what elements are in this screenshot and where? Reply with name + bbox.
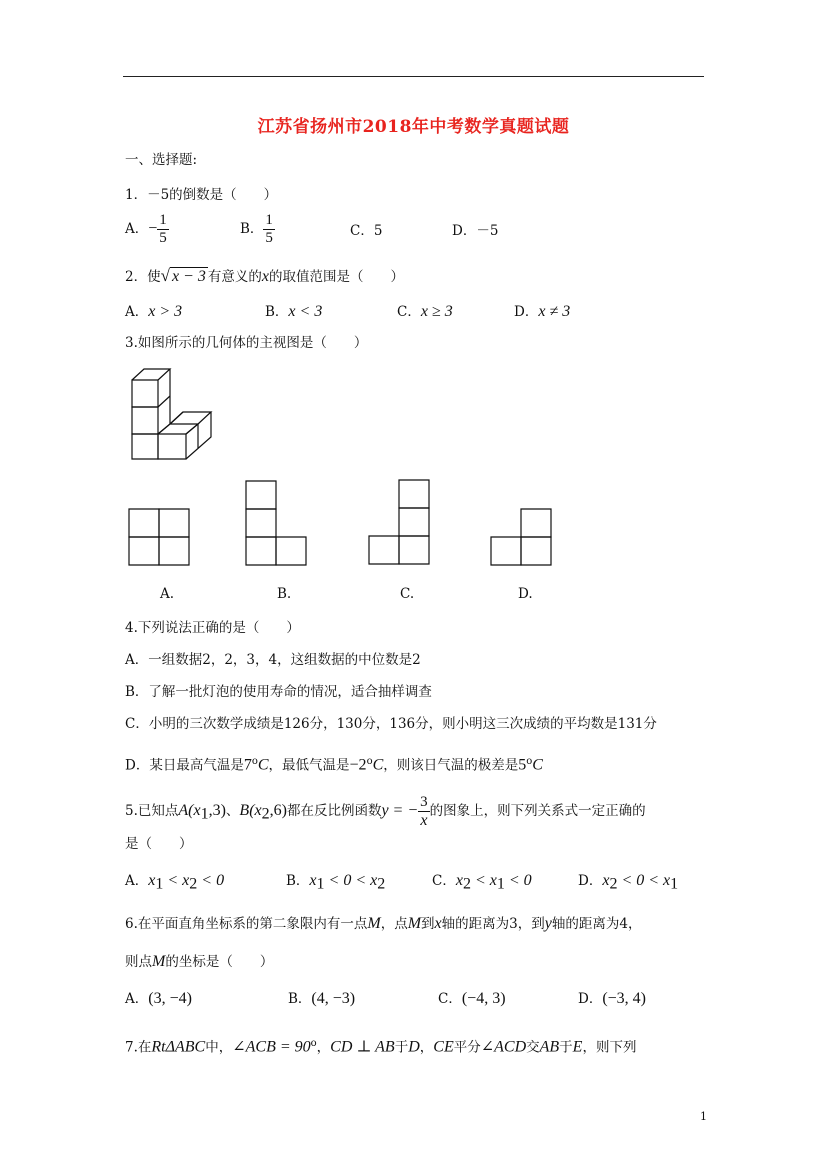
q3-option-c-figure[interactable] [368,479,432,567]
q1-option-c[interactable]: C．5 [350,223,383,239]
q2-option-b[interactable]: B．x < 3 [265,303,323,320]
q3-option-b-figure[interactable] [245,480,309,568]
q3-option-c-label[interactable]: C. [400,586,415,602]
q4-option-a[interactable]: A．一组数据2，2，3，4，这组数据的中位数是2 [125,652,421,668]
q4-option-d[interactable]: D．某日最高气温是7$^o$C，最低气温是$-2^oC$，则该日气温的极差是5$^o$C [125,756,543,774]
question-5-stem: 5.已知点$A(x_1,3)$、$B(x_2,6)$都在反比例函数y = − $\frac{3}{x}$ 的图象上，则下列关系式一定正确的 [125,794,646,829]
question-6-stem: 6.在平面直角坐标系的第二象限内有一点M，点M到x轴的距离为3，到y轴的距离为4， [125,915,642,932]
q3-option-d-figure[interactable] [490,508,554,568]
q5-function-fraction: $\frac{3}{x}$ [420,794,428,829]
q5-option-b[interactable]: B．$x_1 < 0 < x_2$ [286,872,386,893]
question-1-stem: 1．－5的倒数是（ ） [125,187,278,203]
q6-option-b[interactable]: B．(4, −3) [288,990,356,1007]
q1-option-b[interactable]: B． $\frac{1}{5}$ [240,212,273,246]
q6-option-a[interactable]: A．(3, −4) [125,990,192,1007]
q4-option-c[interactable]: C．小明的三次数学成绩是126分，130分，136分，则小明这三次成绩的平均数是131分 [125,716,657,732]
question-7-stem: 7.在RtΔABC中，∠ACB = $90^o$，CD ⊥ AB于D，CE平分∠ACD交AB于E，则下列 [125,1038,637,1056]
q5-option-c[interactable]: C．$x_2 < x_1 < 0$ [432,872,532,893]
q3-option-a-label[interactable]: A. [160,586,175,602]
q6-option-d[interactable]: D．(−3, 4) [578,990,647,1007]
q3-option-d-label[interactable]: D. [518,586,533,602]
solid-figure-diagram [128,366,218,461]
page-title: 江苏省扬州市2018年中考数学真题试题 [257,117,570,137]
q3-option-b-label[interactable]: B. [277,586,292,602]
header-rule [123,76,704,77]
q1-option-b-fraction: $\frac{1}{5}$ [265,212,273,246]
q2-option-c[interactable]: C．x ≥ 3 [397,303,453,320]
question-3-stem: 3.如图所示的几何体的主视图是（ ） [125,335,368,351]
q5-option-d[interactable]: D．$x_2 < 0 < x_1$ [578,872,679,893]
page-number: 1 [700,1110,707,1123]
section-heading: 一、选择题: [125,152,198,168]
q6-option-c[interactable]: C．(−4, 3) [438,990,506,1007]
q1-option-a-fraction: $\frac{1}{5}$ [159,212,167,246]
q1-option-a[interactable]: A．− $\frac{1}{5}$ [125,212,167,246]
q5-option-a[interactable]: A．$x_1 < x_2 < 0$ [125,872,225,893]
question-6-stem-cont: 则点M的坐标是（ ） [125,953,274,970]
q3-option-a-figure[interactable] [128,508,192,568]
q4-option-b[interactable]: B．了解一批灯泡的使用寿命的情况，适合抽样调查 [125,684,432,700]
question-5-stem-cont: 是（ ） [125,836,193,852]
question-2-stem: 2．使√ x − 3 有意义的x的取值范围是（ ） [125,266,404,285]
q2-option-a[interactable]: A．x > 3 [125,303,183,320]
q1-option-d[interactable]: D．－5 [452,223,499,239]
question-4-stem: 4.下列说法正确的是（ ） [125,620,300,636]
q2-option-d[interactable]: D．x ≠ 3 [514,303,571,320]
